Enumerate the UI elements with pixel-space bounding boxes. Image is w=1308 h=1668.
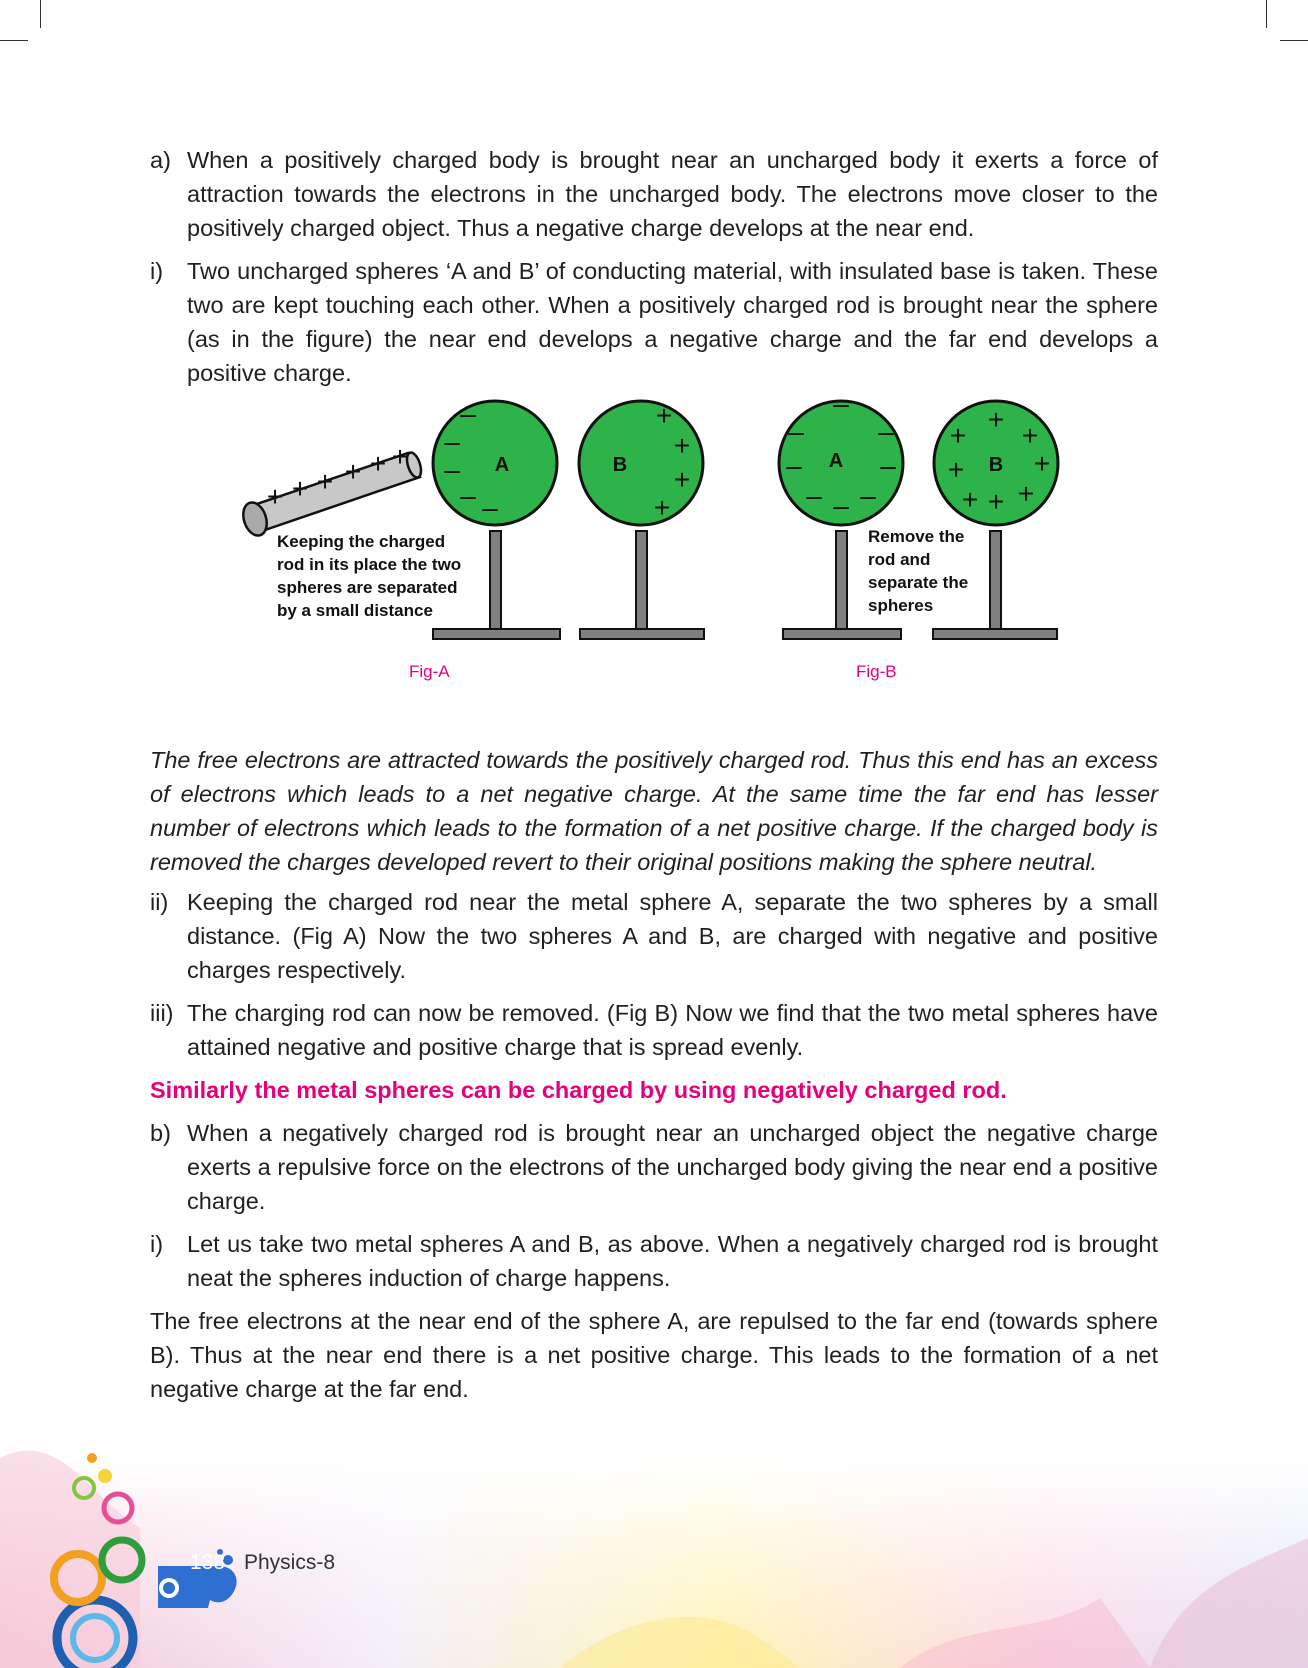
sphere-negative-sign: – [460,480,476,511]
sphere-negative-sign: – [444,454,460,485]
list-marker: i) [150,258,164,284]
sphere-positive-sign: + [1017,478,1035,509]
list-item-a-ii [150,885,1158,987]
sphere-negative-sign: – [786,450,802,481]
sphere-positive-sign: + [673,430,691,461]
list-item-b-i [150,1227,1158,1295]
sphere-negative-sign: – [833,399,849,419]
rod-positive-sign: + [344,456,362,487]
sphere-negative-sign: – [460,399,476,429]
list-text: Keeping the charged rod near the metal sphere A, separate the two spheres by a small distance. (Fig A) Now the two spheres A and B, are charged with negative and positive charges respectively. [187,889,1158,983]
note-line: rod and [868,550,931,569]
sphere-negative-sign: – [860,480,876,511]
note-line: by a small distance [277,601,433,620]
highlight-sentence: Similarly the metal spheres can be charged by using negatively charged rod. [150,1077,1007,1103]
rod-positive-sign: + [316,466,334,497]
fig-a-note [277,530,461,622]
sphere-negative-sign: – [788,416,804,447]
page-number: 138 [190,1551,226,1574]
sphere-negative-sign: – [444,426,460,457]
sphere-positive-sign: + [653,492,671,523]
charging-by-induction-figure [150,399,1158,729]
list-marker: i) [150,1231,164,1257]
sphere-positive-sign: + [673,464,691,495]
list-marker: b) [150,1120,171,1146]
fig-a-sphere-b [579,401,703,525]
list-item-b [150,1116,1158,1218]
note-line: Remove the [868,527,965,546]
sphere-a-label: A [828,450,844,472]
sphere-b-label: B [612,454,628,476]
page-body [150,143,1158,1412]
sphere-labels [495,450,1003,476]
list-text: Let us take two metal spheres A and B, as above. When a negatively charged rod is brought neat the spheres induction of charge happens. [187,1231,1158,1291]
note-line: Keeping the charged [277,532,446,551]
crop-mark [40,0,41,28]
list-text: When a positively charged body is brought near an uncharged body it exerts a force of attraction towards the electrons in the uncharged body. The electrons move closer to the positively charged object. Thus a negative charge develops at the near end. [187,147,1158,241]
sphere-negative-sign: – [482,492,498,523]
list-marker: ii) [150,889,169,915]
book-subject: Physics-8 [244,1551,336,1574]
crop-mark [0,40,28,41]
sphere-negative-sign: – [806,480,822,511]
italic-explanation: The free electrons are attracted towards the positively charged rod. Thus this end has an excess of electrons which leads to a net negative charge. At the same time the far end has lesser number of electrons which leads to the formation of a net positive charge. If the charged body is removed the charges developed revert to their original positions making the sphere neutral. [150,747,1158,875]
note-line: rod in its place the two [277,555,462,574]
list-item-a-i [150,254,1158,390]
list-marker: iii) [150,1000,174,1026]
fig-a-stand-b [580,531,704,639]
rod-positive-sign: + [369,448,387,479]
sphere-negative-sign: – [833,490,849,521]
note-line: spheres are separated [277,578,458,597]
sphere-positive-sign: + [1021,420,1039,451]
list-text: The charging rod can now be removed. (Fig B) Now we find that the two metal spheres have attained negative and positive charge that is spread evenly. [187,1000,1158,1060]
note-line: separate the [868,573,969,592]
note-line: spheres [868,596,934,615]
crop-mark [1266,0,1267,28]
sphere-positive-sign: + [655,400,673,431]
sphere-negative-sign: – [880,450,896,481]
sphere-positive-sign: + [987,486,1005,517]
sphere-a-label: A [494,454,510,476]
sphere-positive-sign: + [1033,448,1051,479]
crop-mark [1280,40,1308,41]
sphere-b-label: B [988,454,1004,476]
sphere-positive-sign: + [947,454,965,485]
fig-a-caption: Fig-A [409,662,450,681]
list-text: Two uncharged spheres ‘A and B’ of conducting material, with insulated base is taken. These two are kept touching each other. When a positively charged rod is brought near the sphere (as in the figure) the near end develops a negative charge and the far end develops a positive charge. [187,258,1158,386]
list-item-a-iii [150,996,1158,1064]
sphere-positive-sign: + [961,484,979,515]
fig-b-note [868,525,968,617]
list-text: When a negatively charged rod is brought near an uncharged object the negative charge exerts a repulsive force on the electrons of the uncharged body giving the near end a positive charge. [187,1120,1158,1214]
fig-b-caption: Fig-B [856,662,897,681]
sphere-positive-sign: + [949,420,967,451]
rod-positive-sign: + [266,481,284,512]
rod-positive-sign: + [291,473,309,504]
list-marker: a) [150,147,171,173]
list-item-a [150,143,1158,245]
sphere-negative-sign: – [878,416,894,447]
rod-positive-sign: + [391,441,409,472]
closing-paragraph: The free electrons at the near end of the sphere A, are repulsed to the far end (towards sphere B). Thus at the near end there is a net positive charge. This leads to the formation of a net negative charge at the far end. [150,1308,1158,1402]
sphere-positive-sign: + [987,404,1005,435]
